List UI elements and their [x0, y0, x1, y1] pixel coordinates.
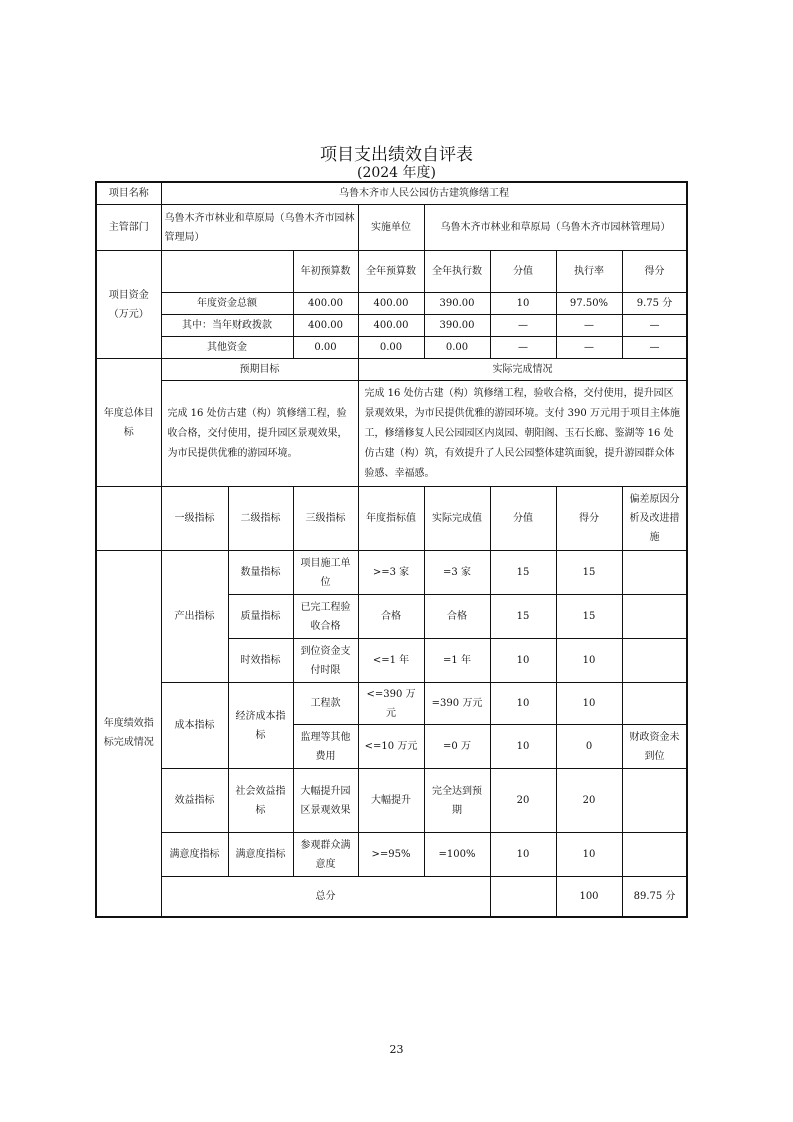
got-cell: 15	[556, 551, 622, 595]
indicator-row	[96, 769, 687, 833]
score-cell: 15	[490, 551, 556, 595]
total-score: 100	[556, 877, 622, 917]
got-cell: 15	[556, 595, 622, 639]
funds-cell: 9.75 分	[622, 293, 687, 315]
goal-content-row	[96, 381, 687, 487]
page-subtitle: (2024 年度)	[356, 165, 436, 181]
reason-cell	[622, 833, 687, 877]
score-cell: 10	[490, 683, 556, 725]
funds-row-name: 其中：当年财政拨款	[161, 315, 293, 337]
funds-cell: 10	[490, 293, 556, 315]
total-got: 89.75 分	[622, 877, 687, 917]
target-cell: 合格	[358, 595, 424, 639]
level3-cell: 工程款	[293, 683, 358, 725]
level2-cell: 社会效益指标	[228, 769, 293, 833]
indicator-header-cell: 得分	[556, 487, 622, 551]
level3-cell: 监理等其他费用	[293, 725, 358, 769]
indicator-row	[96, 551, 687, 595]
level1-output: 产出指标	[161, 551, 228, 683]
actual-cell: =100%	[424, 833, 490, 877]
funds-cell: 400.00	[293, 293, 358, 315]
dept-label: 主管部门	[96, 205, 161, 251]
indicators-label: 年度绩效指标完成情况	[96, 551, 161, 917]
goal-header-row	[96, 359, 687, 381]
got-cell: 10	[556, 639, 622, 683]
indicator-header-cell: 一级指标	[161, 487, 228, 551]
reason-cell	[622, 639, 687, 683]
goal-label: 年度总体目标	[96, 359, 161, 487]
funds-cell: 400.00	[358, 293, 424, 315]
indicator-header-cell: 偏差原因分析及改进措施	[622, 487, 687, 551]
level1-benefit: 效益指标	[161, 769, 228, 833]
indicator-header-blank	[96, 487, 161, 551]
funds-cell: 390.00	[424, 315, 490, 337]
funds-row	[96, 337, 687, 359]
score-cell: 10	[490, 725, 556, 769]
funds-header-cell: 分值	[490, 251, 556, 293]
funds-header-cell: 全年执行数	[424, 251, 490, 293]
goal-expected-text: 完成 16 处仿古建（构）筑修缮工程，验收合格，交付使用，提升园区景观效果，为市民提供优雅的游园环境。	[161, 381, 358, 487]
indicator-header-row	[96, 487, 687, 551]
project-name-label: 项目名称	[96, 182, 161, 205]
got-cell: 0	[556, 725, 622, 769]
level3-cell: 到位资金支付时限	[293, 639, 358, 683]
total-row	[96, 877, 687, 917]
dept-row	[96, 205, 687, 251]
total-blank	[490, 877, 556, 917]
funds-cell: 97.50%	[556, 293, 622, 315]
score-cell: 10	[490, 833, 556, 877]
target-cell: <=390 万元	[358, 683, 424, 725]
page-number: 23	[389, 1043, 404, 1056]
funds-header-cell: 得分	[622, 251, 687, 293]
got-cell: 20	[556, 769, 622, 833]
level3-cell: 已完工程验收合格	[293, 595, 358, 639]
funds-header-cell: 年初预算数	[293, 251, 358, 293]
indicator-header-cell: 分值	[490, 487, 556, 551]
funds-header-blank	[161, 251, 293, 293]
reason-cell	[622, 769, 687, 833]
funds-cell: 0.00	[293, 337, 358, 359]
impl-label: 实施单位	[358, 205, 424, 251]
goal-expected-header: 预期目标	[161, 359, 358, 381]
funds-cell: 400.00	[358, 315, 424, 337]
level2-cost: 经济成本指标	[228, 683, 293, 769]
level2-cell: 数量指标	[228, 551, 293, 595]
funds-cell: —	[556, 315, 622, 337]
goal-actual-header: 实际完成情况	[358, 359, 687, 381]
indicator-row	[96, 833, 687, 877]
reason-cell	[622, 683, 687, 725]
target-cell: 大幅提升	[358, 769, 424, 833]
target-cell: >=3 家	[358, 551, 424, 595]
indicator-header-cell: 实际完成值	[424, 487, 490, 551]
funds-header-row	[96, 251, 687, 293]
level2-cell: 满意度指标	[228, 833, 293, 877]
funds-row	[96, 315, 687, 337]
level2-cell: 时效指标	[228, 639, 293, 683]
funds-header-cell: 执行率	[556, 251, 622, 293]
indicator-header-cell: 年度指标值	[358, 487, 424, 551]
score-cell: 20	[490, 769, 556, 833]
funds-cell: —	[556, 337, 622, 359]
funds-header-cell: 全年预算数	[358, 251, 424, 293]
performance-table	[95, 181, 688, 918]
indicator-row	[96, 683, 687, 725]
score-cell: 15	[490, 595, 556, 639]
funds-row-name: 年度资金总额	[161, 293, 293, 315]
actual-cell: =0 万	[424, 725, 490, 769]
reason-cell	[622, 595, 687, 639]
project-name-value: 乌鲁木齐市人民公园仿古建筑修缮工程	[161, 182, 687, 205]
actual-cell: 完全达到预期	[424, 769, 490, 833]
level3-cell: 参观群众满意度	[293, 833, 358, 877]
indicator-header-cell: 三级指标	[293, 487, 358, 551]
target-cell: <=1 年	[358, 639, 424, 683]
reason-cell	[622, 551, 687, 595]
actual-cell: =1 年	[424, 639, 490, 683]
funds-cell: 400.00	[293, 315, 358, 337]
level2-cell: 质量指标	[228, 595, 293, 639]
funds-cell: —	[622, 337, 687, 359]
funds-row-name: 其他资金	[161, 337, 293, 359]
level1-satisfaction: 满意度指标	[161, 833, 228, 877]
level3-cell: 项目施工单位	[293, 551, 358, 595]
level3-cell: 大幅提升园区景观效果	[293, 769, 358, 833]
funds-cell: —	[490, 315, 556, 337]
level1-cost: 成本指标	[161, 683, 228, 769]
reason-cell: 财政资金未到位	[622, 725, 687, 769]
actual-cell: =3 家	[424, 551, 490, 595]
funds-cell: 0.00	[424, 337, 490, 359]
indicator-header-cell: 二级指标	[228, 487, 293, 551]
got-cell: 10	[556, 833, 622, 877]
funds-label: 项目资金（万元）	[96, 251, 161, 359]
actual-cell: =390 万元	[424, 683, 490, 725]
funds-cell: —	[490, 337, 556, 359]
got-cell: 10	[556, 683, 622, 725]
impl-value: 乌鲁木齐市林业和草原局（乌鲁木齐市园林管理局）	[424, 205, 687, 251]
actual-cell: 合格	[424, 595, 490, 639]
project-name-row	[96, 182, 687, 205]
funds-cell: 0.00	[358, 337, 424, 359]
dept-value: 乌鲁木齐市林业和草原局（乌鲁木齐市园林管理局）	[161, 205, 358, 251]
target-cell: <=10 万元	[358, 725, 424, 769]
funds-cell: 390.00	[424, 293, 490, 315]
score-cell: 10	[490, 639, 556, 683]
page-title: 项目支出绩效自评表	[320, 145, 473, 165]
funds-cell: —	[622, 315, 687, 337]
target-cell: >=95%	[358, 833, 424, 877]
goal-actual-text: 完成 16 处仿古建（构）筑修缮工程，验收合格，交付使用，提升园区景观效果，为市民提供优雅的游园环境。支付 390 万元用于项目主体施工，修缮修复人民公园园区内岚园、朝阳阁、玉石长廊、鉴湖等 16 处仿古建（构）筑，有效提升了人民公园整体建筑面貌，提升游园群众体验感、幸福感。	[358, 381, 687, 487]
total-label: 总分	[161, 877, 490, 917]
funds-row	[96, 293, 687, 315]
